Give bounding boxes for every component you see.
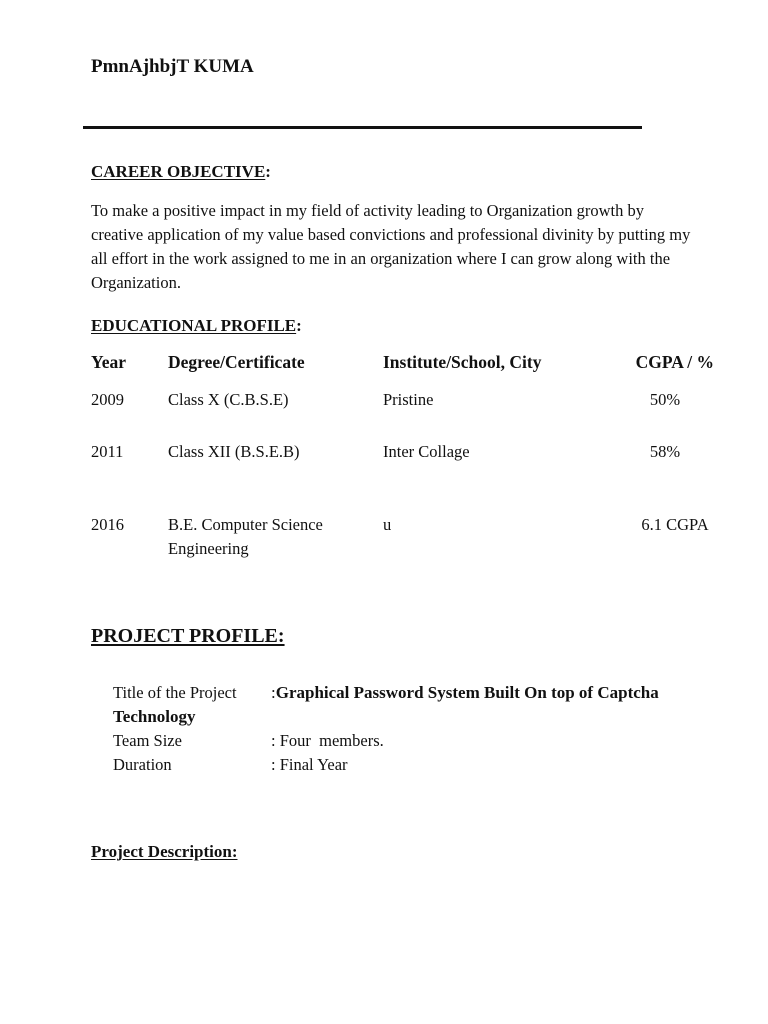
table-row-3-institute: u bbox=[383, 515, 392, 534]
project-title-label: Title of the Project bbox=[113, 683, 237, 702]
column-header-year: Year bbox=[91, 352, 126, 372]
duration-label: Duration bbox=[113, 755, 172, 774]
table-row-2-institute: Inter Collage bbox=[383, 442, 470, 461]
team-size-value: : Four members. bbox=[271, 731, 384, 750]
career-objective-heading bbox=[91, 162, 271, 182]
candidate-name: PmnAjhbjT KUMA bbox=[91, 56, 254, 77]
educational-profile-heading-text: EDUCATIONAL PROFILE bbox=[91, 316, 297, 335]
educational-profile-heading bbox=[91, 316, 302, 336]
table-row-1-degree: Class X (C.B.S.E) bbox=[168, 390, 289, 409]
column-header-institute: Institute/School, City bbox=[383, 352, 542, 372]
table-row-1-year: 2009 bbox=[91, 390, 124, 409]
table-row-3-degree: B.E. Computer Science Engineering bbox=[168, 515, 323, 558]
table-row-2-degree: Class XII (B.S.E.B) bbox=[168, 442, 300, 461]
career-objective-heading-text: CAREER OBJECTIVE bbox=[91, 162, 266, 181]
table-row-2-score: 58% bbox=[649, 442, 681, 461]
table-row-3-score: 6.1 CGPA bbox=[641, 515, 709, 534]
project-title-value bbox=[271, 681, 659, 705]
table-row-1-institute: Pristine bbox=[383, 390, 434, 409]
project-title-colon: : bbox=[271, 683, 276, 702]
career-objective-colon: : bbox=[265, 162, 271, 181]
educational-profile-colon: : bbox=[296, 316, 302, 335]
duration-value: : Final Year bbox=[271, 755, 348, 774]
column-header-score: CGPA / % bbox=[635, 352, 714, 372]
table-row-3-year: 2016 bbox=[91, 515, 124, 534]
project-title-continuation: Technology bbox=[113, 707, 196, 726]
table-row-2-year: 2011 bbox=[91, 442, 124, 461]
header-divider bbox=[83, 126, 642, 129]
career-objective-text: To make a positive impact in my field of activity leading to Organization growth by creative application of my value based convictions and professional divinity by putting my all effort in the work assigned to me in an organization where I can grow along with the Organization. bbox=[91, 201, 691, 292]
project-profile-heading: PROJECT PROFILE: bbox=[91, 625, 285, 647]
team-size-label: Team Size bbox=[113, 731, 182, 750]
project-title-text: Graphical Password System Built On top of Captcha bbox=[275, 683, 659, 702]
column-header-degree: Degree/Certificate bbox=[168, 352, 305, 372]
table-row-1-score: 50% bbox=[649, 390, 681, 409]
project-description-heading: Project Description: bbox=[91, 842, 238, 861]
